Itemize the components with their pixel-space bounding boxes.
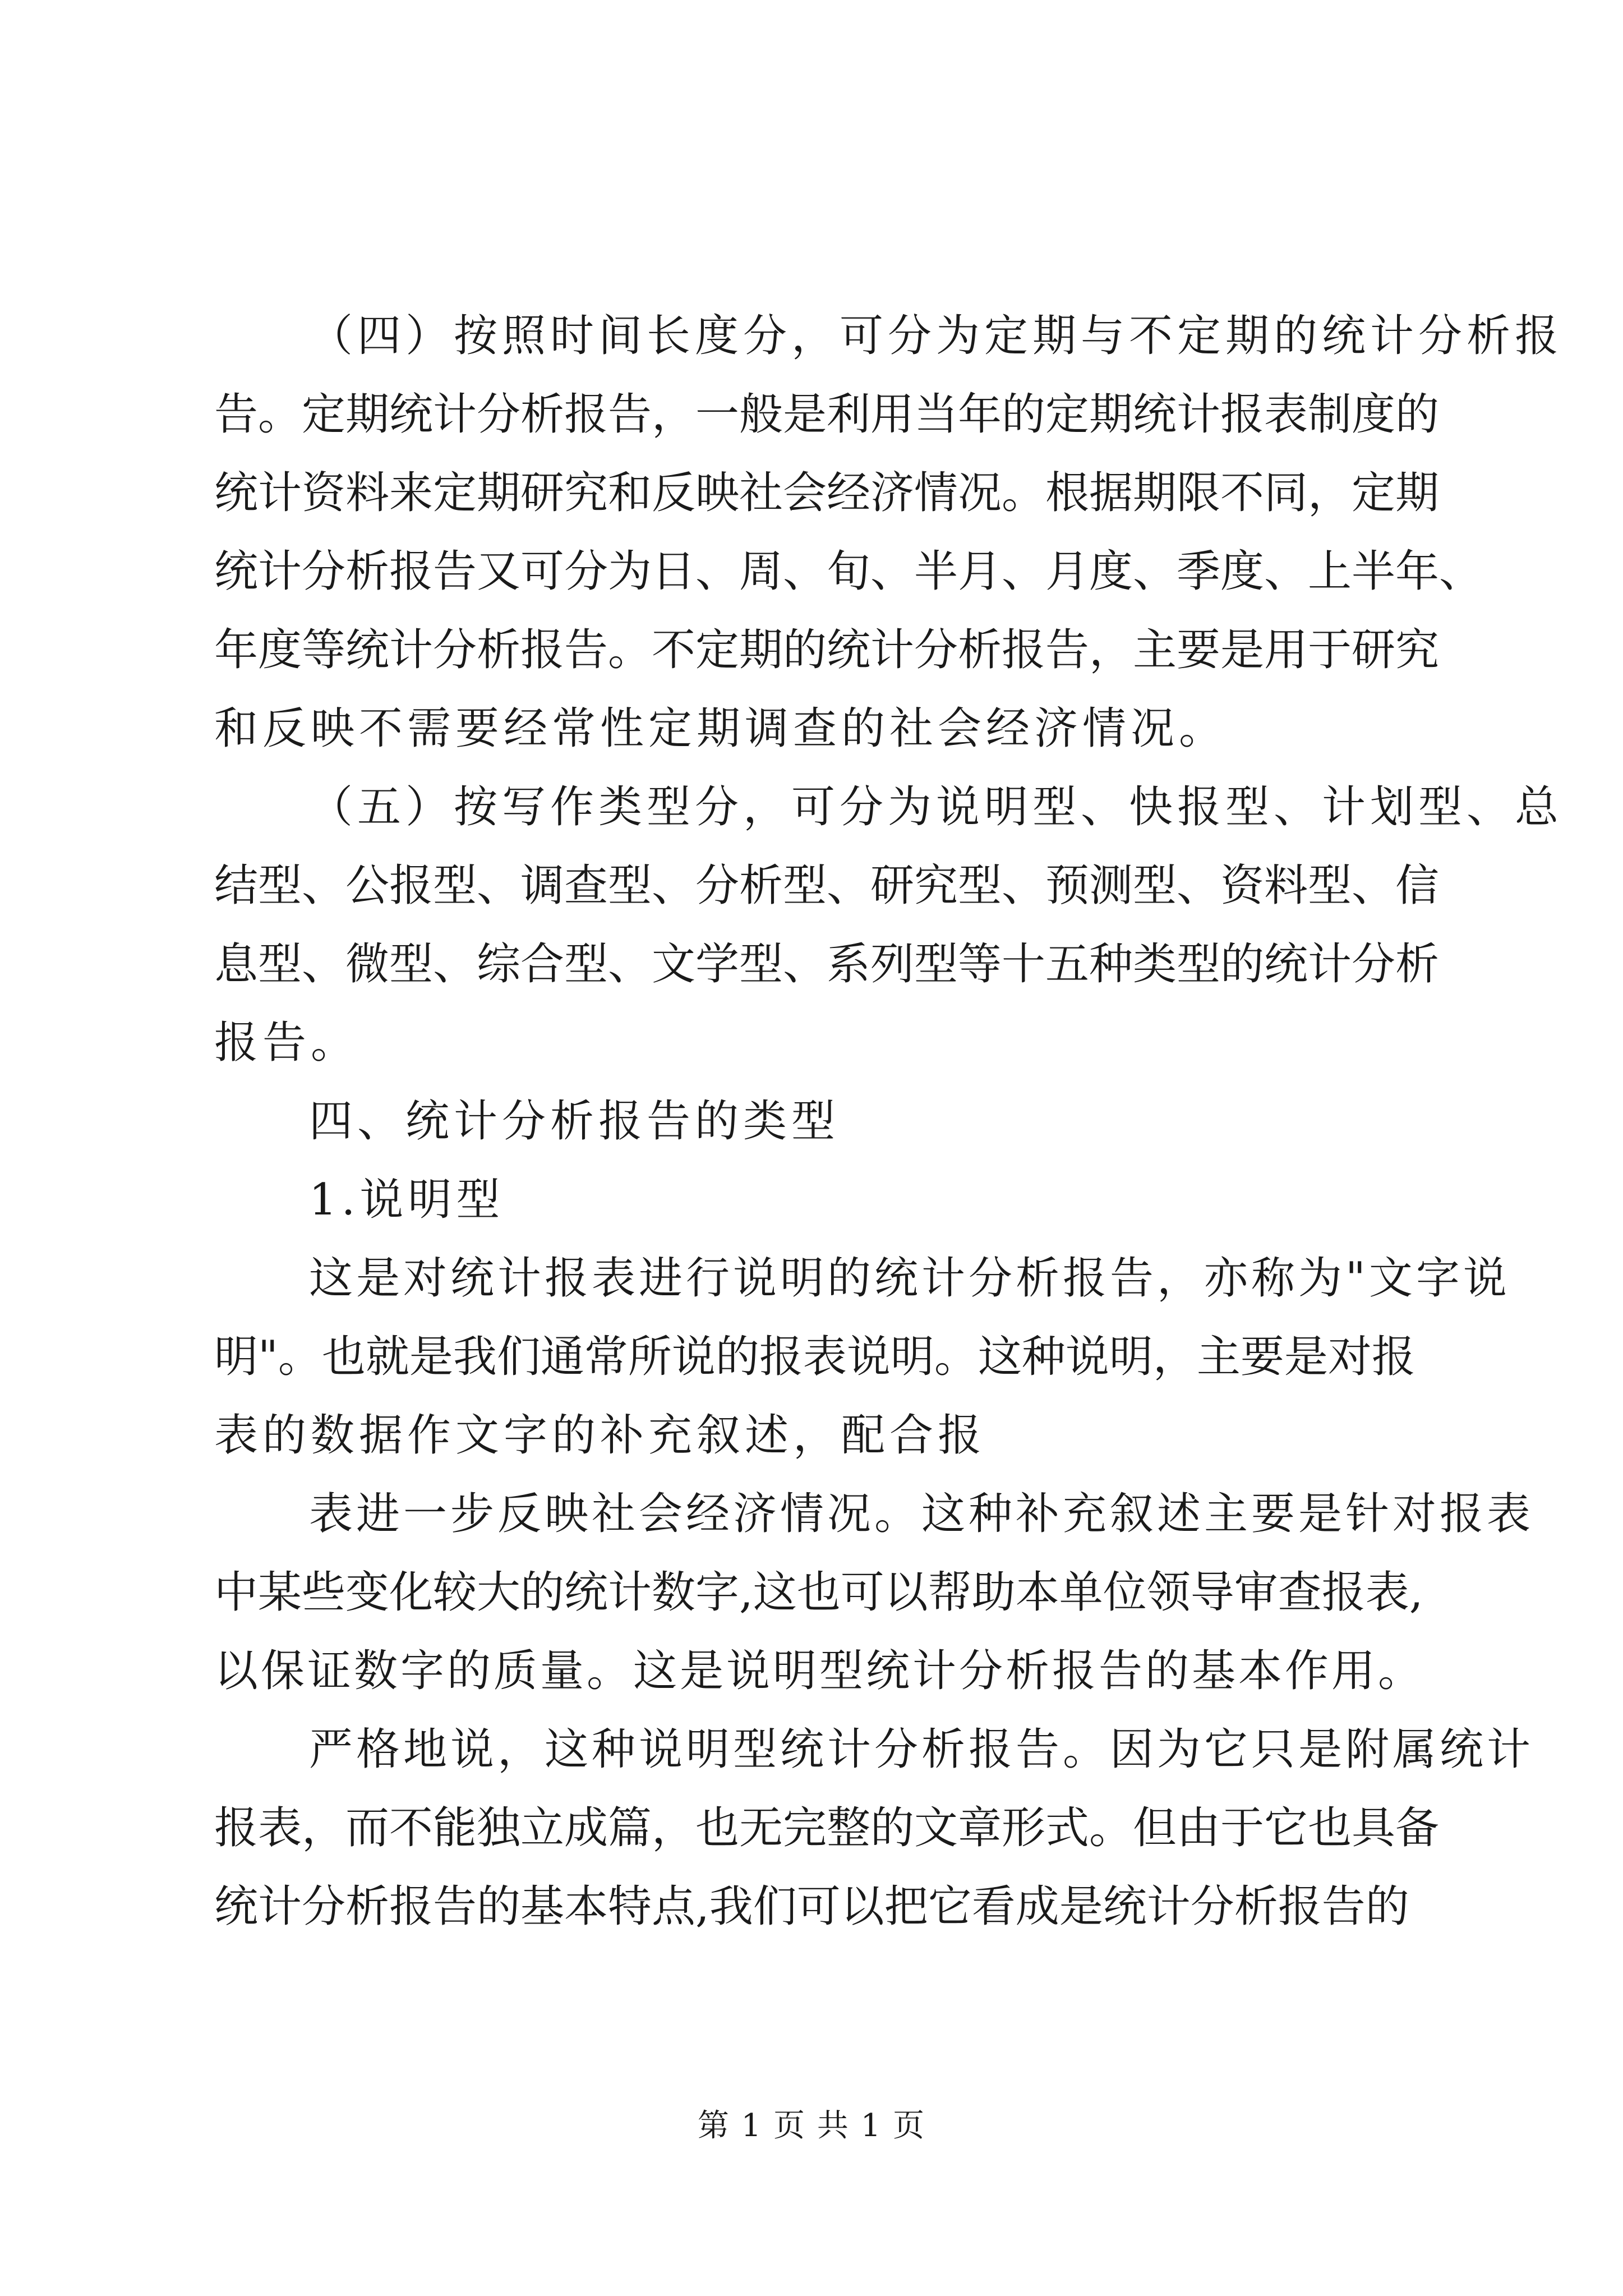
text-line: 这是对统计报表进行说明的统计分析报告，亦称为"文字说 [309, 1253, 1510, 1304]
text-line: 息型、微型、综合型、文学型、系列型等十五种类型的统计分析 [214, 939, 1440, 990]
text-line: 结型、公报型、调查型、分析型、研究型、预测型、资料型、信 [214, 861, 1440, 911]
text-line: 告。定期统计分析报告，一般是利用当年的定期统计报表制度的 [214, 389, 1440, 440]
subsection-heading: 1.说明型 [309, 1175, 505, 1225]
text-line: 和反映不需要经常性定期调查的社会经济情况。 [214, 703, 1228, 754]
text-line: 表的数据作文字的补充叙述，配合报 [214, 1410, 986, 1461]
text-line: 报告。 [214, 1018, 359, 1068]
text-line: 以保证数字的质量。这是说明型统计分析报告的基本作用。 [214, 1646, 1425, 1696]
text-line: 年度等统计分析报告。不定期的统计分析报告，主要是用于研究 [214, 625, 1440, 675]
text-line: 统计分析报告又可分为日、周、旬、半月、月度、季度、上半年、 [214, 546, 1483, 597]
text-line: （五）按写作类型分，可分为说明型、快报型、计划型、总 [309, 782, 1564, 832]
text-line: （四）按照时间长度分，可分为定期与不定期的统计分析报 [309, 311, 1564, 361]
text-line: 统计分析报告的基本特点,我们可以把它看成是统计分析报告的 [214, 1881, 1409, 1932]
text-line: 明"。也就是我们通常所说的报表说明。这种说明，主要是对报 [214, 1332, 1415, 1382]
text-line: 统计资料来定期研究和反映社会经济情况。根据期限不同，定期 [214, 468, 1440, 518]
section-heading: 四、统计分析报告的类型 [309, 1096, 840, 1147]
page-number-footer: 第 1 页 共 1 页 [697, 2108, 926, 2144]
text-line: 中某些变化较大的统计数字,这也可以帮助本单位领导审查报表, [214, 1567, 1423, 1618]
text-line: 表进一步反映社会经济情况。这种补充叙述主要是针对报表 [309, 1489, 1534, 1539]
text-line: 报表，而不能独立成篇，也无完整的文章形式。但由于它也具备 [214, 1803, 1440, 1853]
text-line: 严格地说，这种说明型统计分析报告。因为它只是附属统计 [309, 1724, 1534, 1775]
